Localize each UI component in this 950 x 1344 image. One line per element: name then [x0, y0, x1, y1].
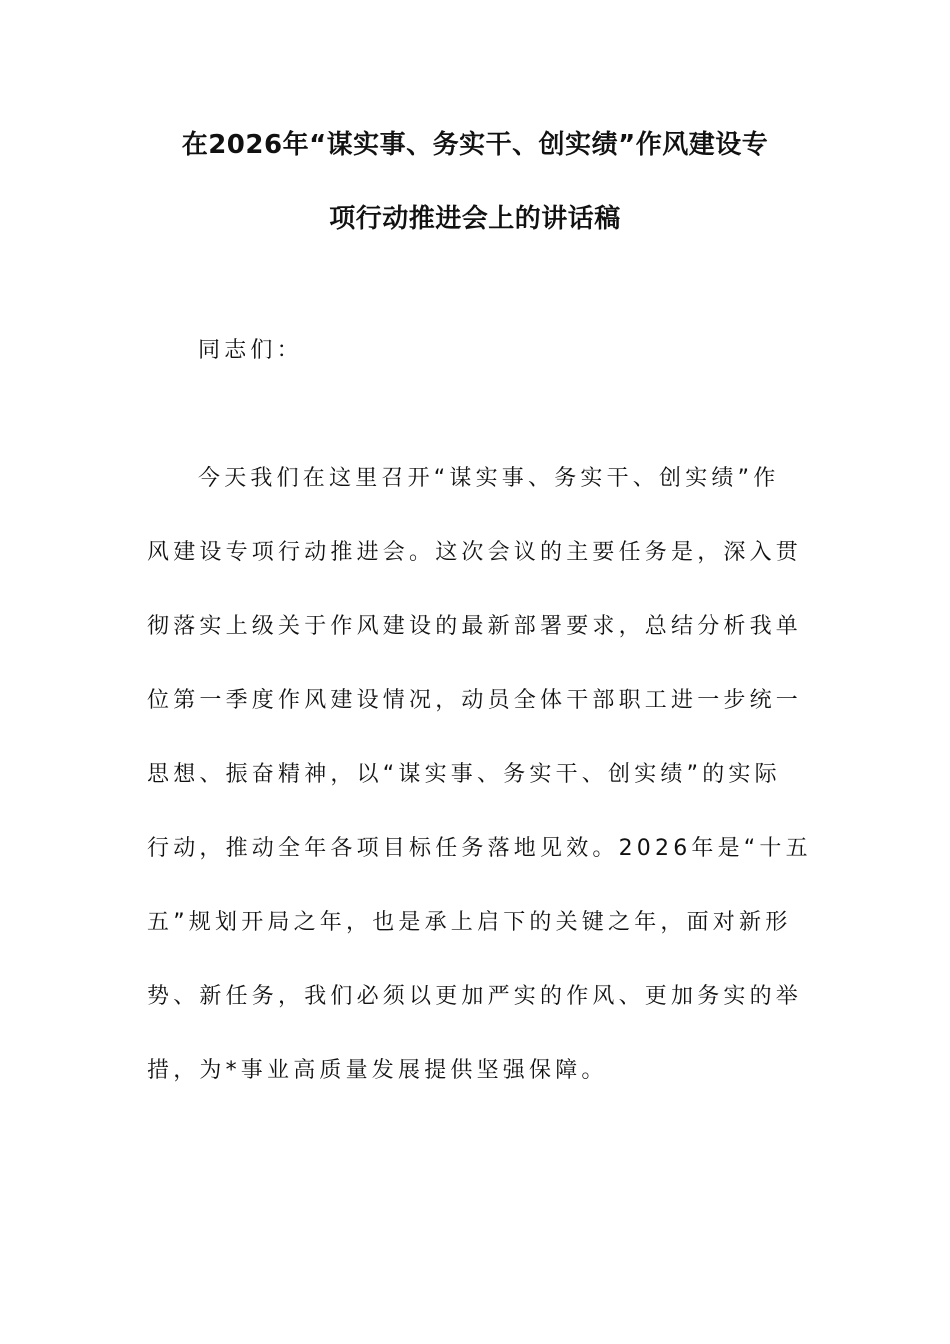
paragraph-line: 思想、振奋精神，以“谋实事、务实干、创实绩”的实际 [147, 762, 781, 787]
paragraph-line: 措，为*事业高质量发展提供坚强保障。 [147, 1058, 608, 1083]
document-title-line-1: 在2026年“谋实事、务实干、创实绩”作风建设专 [181, 130, 769, 160]
salutation: 同志们： [198, 338, 303, 363]
paragraph-line: 行动，推动全年各项目标任务落地见效。2026年是“十五 [147, 836, 812, 861]
paragraph-line: 今天我们在这里召开“谋实事、务实干、创实绩”作 [198, 466, 780, 491]
document-title-line-2: 项行动推进会上的讲话稿 [329, 204, 621, 234]
paragraph-line: 五”规划开局之年，也是承上启下的关键之年，面对新形 [147, 910, 792, 935]
paragraph-line: 彻落实上级关于作风建设的最新部署要求，总结分析我单 [147, 614, 803, 639]
paragraph-line: 位第一季度作风建设情况，动员全体干部职工进一步统一 [147, 688, 803, 713]
paragraph-line: 势、新任务，我们必须以更加严实的作风、更加务实的举 [147, 984, 803, 1009]
paragraph-line: 风建设专项行动推进会。这次会议的主要任务是，深入贯 [147, 540, 803, 565]
